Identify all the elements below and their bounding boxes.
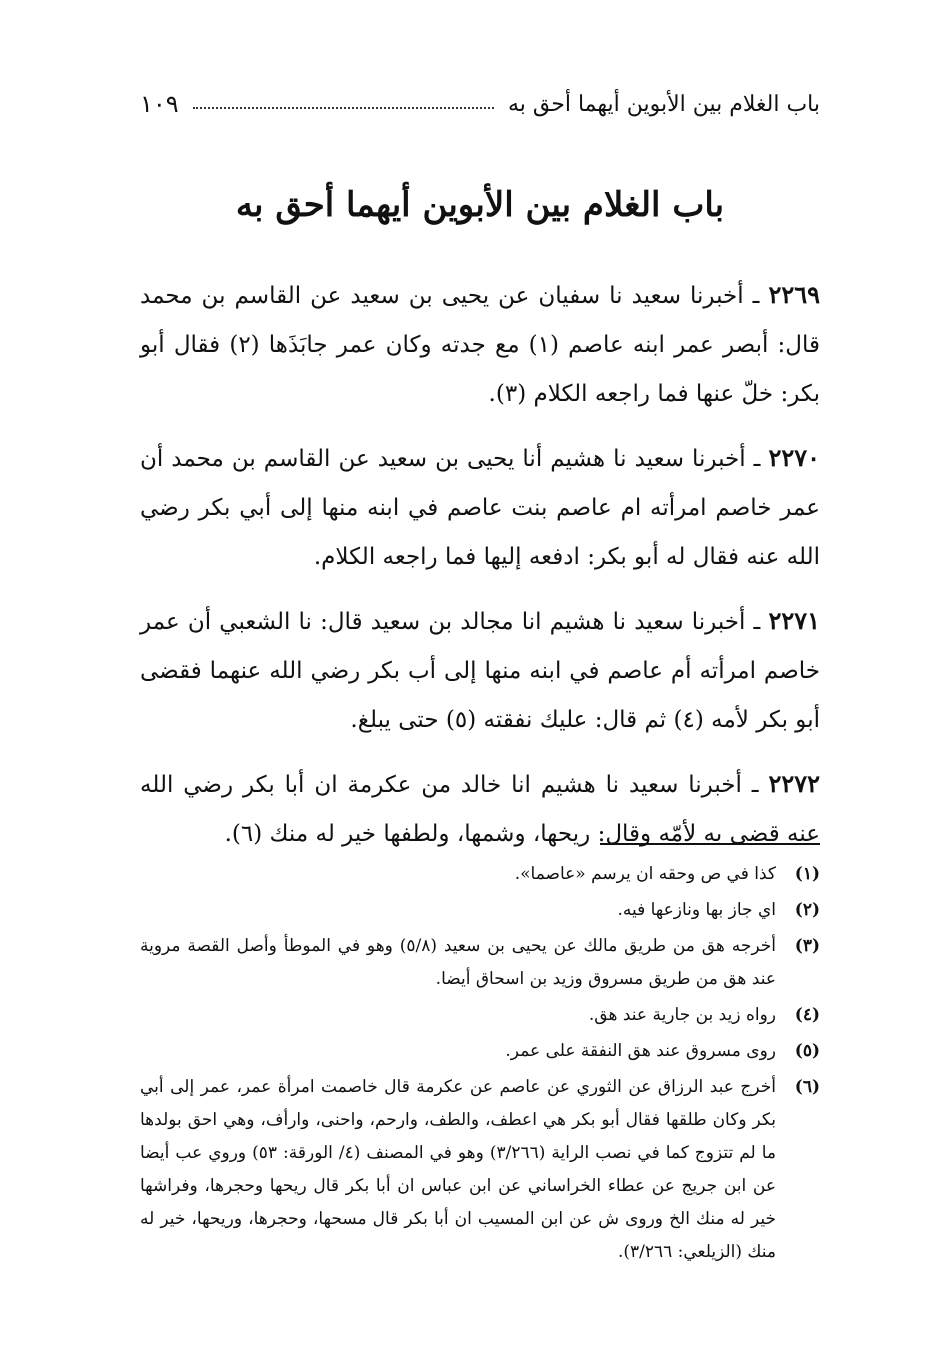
page-number: ١٠٩ [140,90,179,118]
hadith-text: ـ أخبرنا سعيد نا هشيم انا مجالد بن سعيد قال: نا الشعبي أن عمر خاصم امرأته أم عاصم في ابنه منها إلى أب بكر رضي الله عنهما فقضى أبو بكر لأمه (٤) ثم قال: عليك نفقته (٥) حتى يبلغ. [140,609,820,733]
header-dotted-leader [193,107,494,109]
footnote-text: كذا في ص وحقه ان يرسم «عاصما». [514,864,776,884]
footnote-mark: (٦) [794,1077,820,1097]
hadith-number: ٢٢٧٢ [768,769,820,798]
footnote-text: اي جاز بها ونازعها فيه. [617,900,776,920]
hadith-text: ـ أخبرنا سعيد نا هشيم انا خالد من عكرمة ان أبا بكر رضي الله عنه قضى به لأمّه وقال: ريحها، وشمها، ولطفها خير له منك (٦). [140,772,820,847]
footnote-text: رواه زيد بن جارية عند هق. [588,1005,776,1025]
hadith-text: ـ أخبرنا سعيد نا هشيم أنا يحيى بن سعيد عن القاسم بن محمد أن عمر خاصم امرأته ام عاصم بنت عاصم في ابنه منها إلى أبي بكر رضي الله عنه فقال له أبو بكر: ادفعه إليها فما راجعه الكلام. [140,446,820,570]
chapter-title: باب الغلام بين الأبوين أيهما أحق به [235,185,725,225]
hadith-text: ـ أخبرنا سعيد نا سفيان عن يحيى بن سعيد عن القاسم بن محمد قال: أبصر عمر ابنه عاصم (١) مع جدته وكان عمر جابَذَها (٢) فقال أبو بكر: خلّ عنها فما راجعه الكلام (٣). [140,283,820,407]
hadith-entry [140,433,820,582]
footnote [140,999,820,1032]
footnote-mark: (٢) [794,900,820,920]
footnote-mark: (١) [794,864,820,884]
footnote [140,930,820,996]
hadith-entry [140,270,820,419]
footnote-mark: (٣) [794,936,820,956]
footnote [140,858,820,891]
hadith-entry [140,596,820,745]
footnote-mark: (٥) [794,1041,820,1061]
footnote-mark: (٤) [794,1005,820,1025]
footnote [140,894,820,927]
footnote-text: أخرج عبد الرزاق عن الثوري عن عاصم عن عكرمة قال خاصمت امرأة عمر، عمر إلى أبي بكر وكان طلقها فقال أبو بكر هي اعطف، والطف، وارحم، واحنى، وارأف، وهي احق بولدها ما لم تتزوج كما في نصب الراية (٣/٢٦٦) وهو في المصنف (٤/ الورقة: ٥٣) وروي عب أيضا عن ابن جريج عن عطاء الخراساني عن ابن عباس ان أبا بكر قال ريحها وحجرها، وفراشها خير له منك الخ وروى ش عن ابن المسيب ان أبا بكر قال مسحها، وحجرها، وريحها، خير له منك (الزيلعي: ٣/٢٦٦). [140,1077,776,1262]
footnote-text: أخرجه هق من طريق مالك عن يحيى بن سعيد (٥/٨) وهو في الموطأ وأصل القصة مروية عند هق من طريق مسروق وزيد بن اسحاق أيضا. [140,936,776,989]
footnote-separator [600,843,820,845]
hadith-number: ٢٢٧٠ [768,443,821,472]
running-title: باب الغلام بين الأبوين أيهما أحق به [508,91,820,117]
footnotes [140,858,820,1272]
hadith-number: ٢٢٦٩ [768,280,820,309]
footnote [140,1071,820,1269]
hadith-number: ٢٢٧١ [768,606,821,635]
hadith-list [140,270,820,873]
footnote [140,1035,820,1068]
footnote-text: روى مسروق عند هق النفقة على عمر. [505,1041,776,1061]
running-header [140,88,820,120]
